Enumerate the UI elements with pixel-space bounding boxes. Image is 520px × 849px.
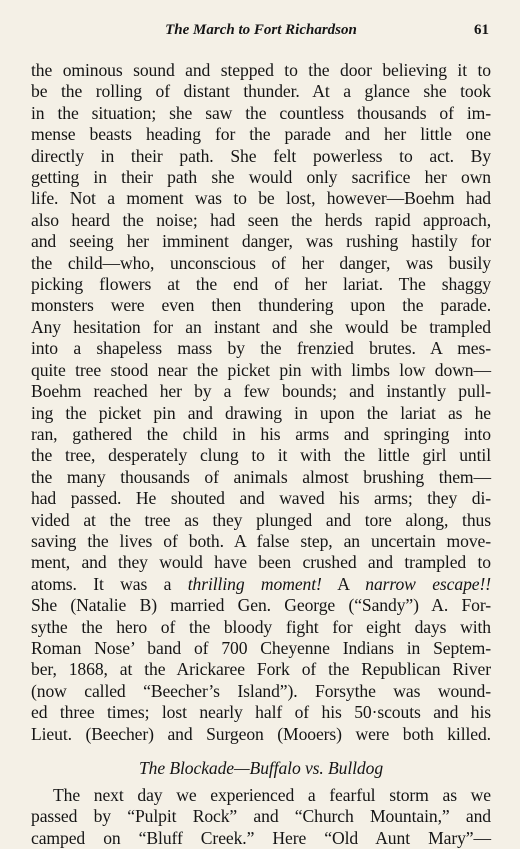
text-line: monsters were even then thundering upon the parade. [31, 295, 491, 316]
text-line: getting in their path she would only sacrifice her own [31, 167, 491, 188]
text-line: camped on “Bluff Creek.” Here “Old Aunt Mary”— [31, 827, 491, 848]
text-line: had passed. He shouted and waved his arms; they di- [31, 488, 491, 509]
text-line: sythe the hero of the bloody fight for eight days with [31, 616, 491, 637]
text-line: the many thousands of animals almost brushing them— [31, 466, 491, 487]
text-line: also heard the noise; had seen the herds rapid approach, [31, 209, 491, 230]
text-line: The next day we experienced a fearful storm as we [53, 785, 491, 805]
text-line: saving the lives of both. A false step, an uncertain move- [31, 530, 491, 551]
text-line: passed by “Pulpit Rock” and “Church Mountain,” and [31, 806, 491, 827]
section-heading: The Blockade—Buffalo vs. Bulldog [138, 758, 384, 778]
running-header [31, 22, 491, 44]
text-run: atoms. It was a [31, 573, 188, 594]
paragraph-2 [31, 785, 491, 849]
text-line: ment, and they would have been crushed and trampled to [31, 552, 491, 573]
text-line: the child—who, unconscious of her danger, was busily [31, 252, 491, 273]
text-line: mense beasts heading for the parade and her little one [31, 124, 491, 145]
running-title: The March to Fort Richardson [165, 22, 357, 38]
text-line: and seeing her imminent danger, was rushing hastily for [31, 231, 491, 252]
text-line-emphasis [31, 574, 491, 595]
body-text [31, 60, 491, 849]
text-line: Boehm reached her by a few bounds; and instantly pull- [31, 381, 491, 402]
text-line: ing the picket pin and drawing in upon the lariat as he [31, 402, 491, 423]
text-line: (now called “Beecher’s Island”). Forsythe was wound- [31, 680, 491, 701]
text-line: ran, gathered the child in his arms and springing into [31, 423, 491, 444]
text-line: life. Not a moment was to be lost, however—Boehm had [31, 188, 491, 209]
text-line: the tree, desperately clung to it with the little girl until [31, 445, 491, 466]
text-line: ber, 1868, at the Arickaree Fork of the Republican River [31, 659, 491, 680]
text-line: vided at the tree as they plunged and tore along, thus [31, 509, 491, 530]
emphasis-narrow-escape: narrow escape!! [365, 573, 491, 594]
text-line: in the situation; she saw the countless thousands of im- [31, 102, 491, 123]
text-line: quite tree stood near the picket pin with limbs low down— [31, 359, 491, 380]
text-line: directly in their path. She felt powerless to act. By [31, 145, 491, 166]
text-line: ed three times; lost nearly half of his 50·scouts and his [31, 702, 491, 723]
text-line: picking flowers at the end of her lariat. The shaggy [31, 274, 491, 295]
text-line: Any hesitation for an instant and she would be trampled [31, 316, 491, 337]
text-line: Lieut. (Beecher) and Surgeon (Mooers) were both killed. [31, 723, 491, 744]
text-line: Roman Nose’ band of 700 Cheyenne Indians in Septem- [31, 637, 491, 658]
text-line: She (Natalie B) married Gen. George (“Sandy”) A. For- [31, 595, 491, 616]
text-run: A [321, 573, 366, 594]
page-number: 61 [474, 22, 489, 38]
text-line: into a shapeless mass by the frenzied brutes. A mes- [31, 338, 491, 359]
emphasis-thrilling-moment: thrilling moment! [187, 573, 322, 594]
paragraph-1 [31, 60, 491, 745]
text-line: be the rolling of distant thunder. At a glance she took [31, 81, 491, 102]
text-line: the ominous sound and stepped to the door believing it to [31, 60, 491, 80]
